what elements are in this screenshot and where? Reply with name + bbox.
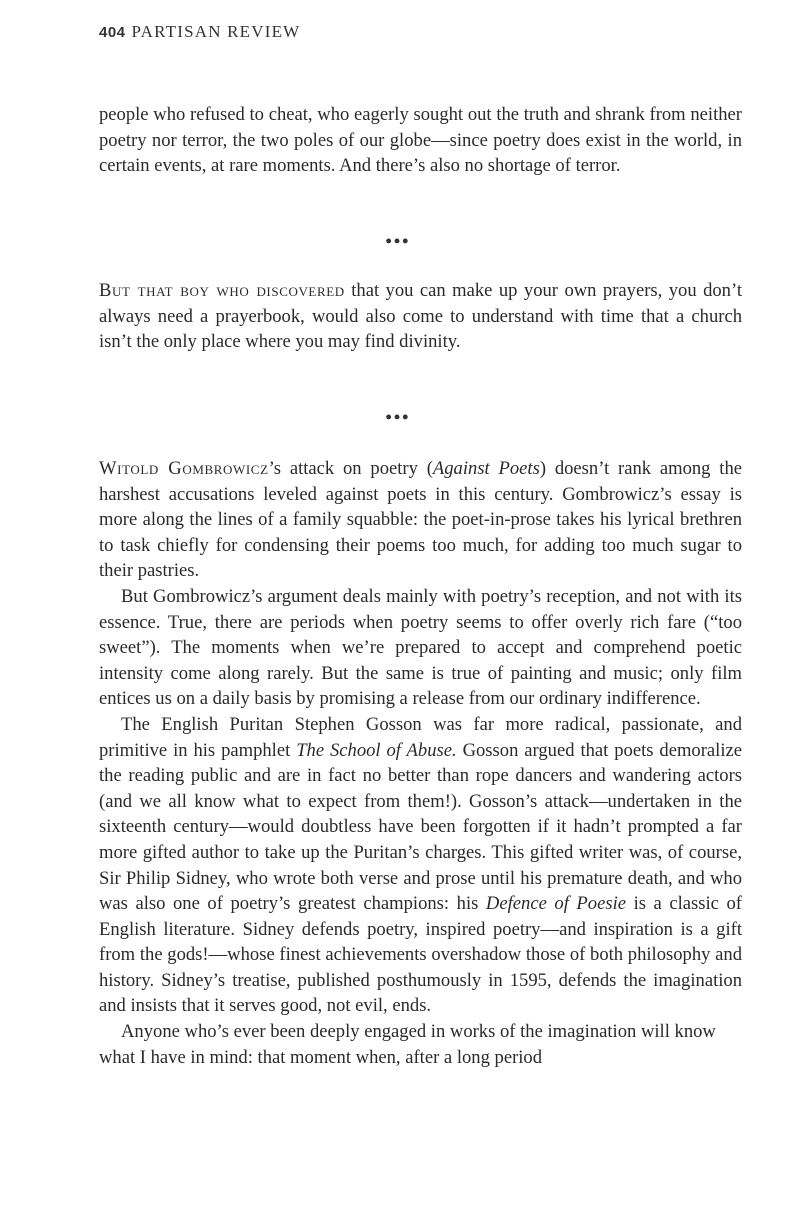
section-break: ••• <box>385 407 411 427</box>
paragraph-text: that you can make up your own prayers, you don’t always need a prayerbook, would also come to understand with time that a church isn’t the only place where you may find divinity. <box>99 280 742 353</box>
running-head <box>99 22 300 42</box>
paragraph-text: ) doesn’t rank among the harshest accusations leveled against poets in this century. Gombrowicz’s essay is more along the lines of a family squabble: the poet-in-prose takes his lyrical brethren to task chiefly for condensing their poems too much, for adding too much sugar to their pastries. <box>99 458 742 582</box>
paragraph-text: is a classic of English literature. Sidney defends poetry, inspired poetry—and inspiration is a gift from the gods!—whose finest achievements overshadow those of both philosophy and history. Sidney’s treatise, published posthumously in 1595, defends the imagination and insists that it serves good, not evil, ends. <box>99 893 742 1017</box>
section-1 <box>99 102 742 179</box>
paragraph-text: Gosson argued that poets demoralize the reading public and are in fact no better than rope dancers and wandering actors (and we all know what to expect from them!). Gosson’s attack—undertaken in the sixteenth century—would doubtless have been forgotten if it hadn’t prompted a far more gifted author to take up the Puritan’s charges. This gifted writer was, of course, Sir Philip Sidney, who wrote both verse and prose until his premature death, and who was also one of poetry’s greatest champions: his <box>99 739 742 915</box>
section-break: ••• <box>385 231 411 251</box>
journal-title: PARTISAN REVIEW <box>131 22 301 41</box>
paragraph: Anyone who’s ever been deeply engaged in works of the imagination will know what I have in mind: that moment when, after a long period <box>99 1021 716 1068</box>
section-3 <box>99 456 742 1070</box>
italic-title: Defence of Poesie <box>485 893 626 915</box>
paragraph <box>99 712 742 1019</box>
paragraph <box>99 456 742 584</box>
page-number: 404 <box>99 24 126 41</box>
lead-in-small-caps: But that boy who discovered <box>99 280 345 301</box>
italic-title: The School of Abuse. <box>296 739 457 761</box>
paragraph: people who refused to cheat, who eagerly sought out the truth and shrank from neither poetry nor terror, the two poles of our globe—since poetry does exist in the world, in certain events, at rare moments. And there’s also no shortage of terror. <box>99 104 742 177</box>
paragraph <box>99 278 742 355</box>
paragraph: But Gombrowicz’s argument deals mainly with poetry’s reception, and not with its essence. True, there are periods when poetry seems to offer overly rich fare (“too sweet”). The moments when we’re prepared to accept and comprehend poetic intensity come along rarely. But the same is true of painting and music; only film entices us on a daily basis by promising a release from our ordinary indifference. <box>99 585 742 710</box>
italic-title: Against Poets <box>432 458 540 479</box>
section-2 <box>99 278 742 355</box>
paragraph-text: The English Puritan Stephen Gosson was far more radical, passionate, and primitive in his pamphlet <box>99 713 742 761</box>
lead-in-small-caps: Witold Gombrowicz <box>99 458 269 479</box>
paragraph-text: ’s attack on poetry ( <box>268 458 433 479</box>
